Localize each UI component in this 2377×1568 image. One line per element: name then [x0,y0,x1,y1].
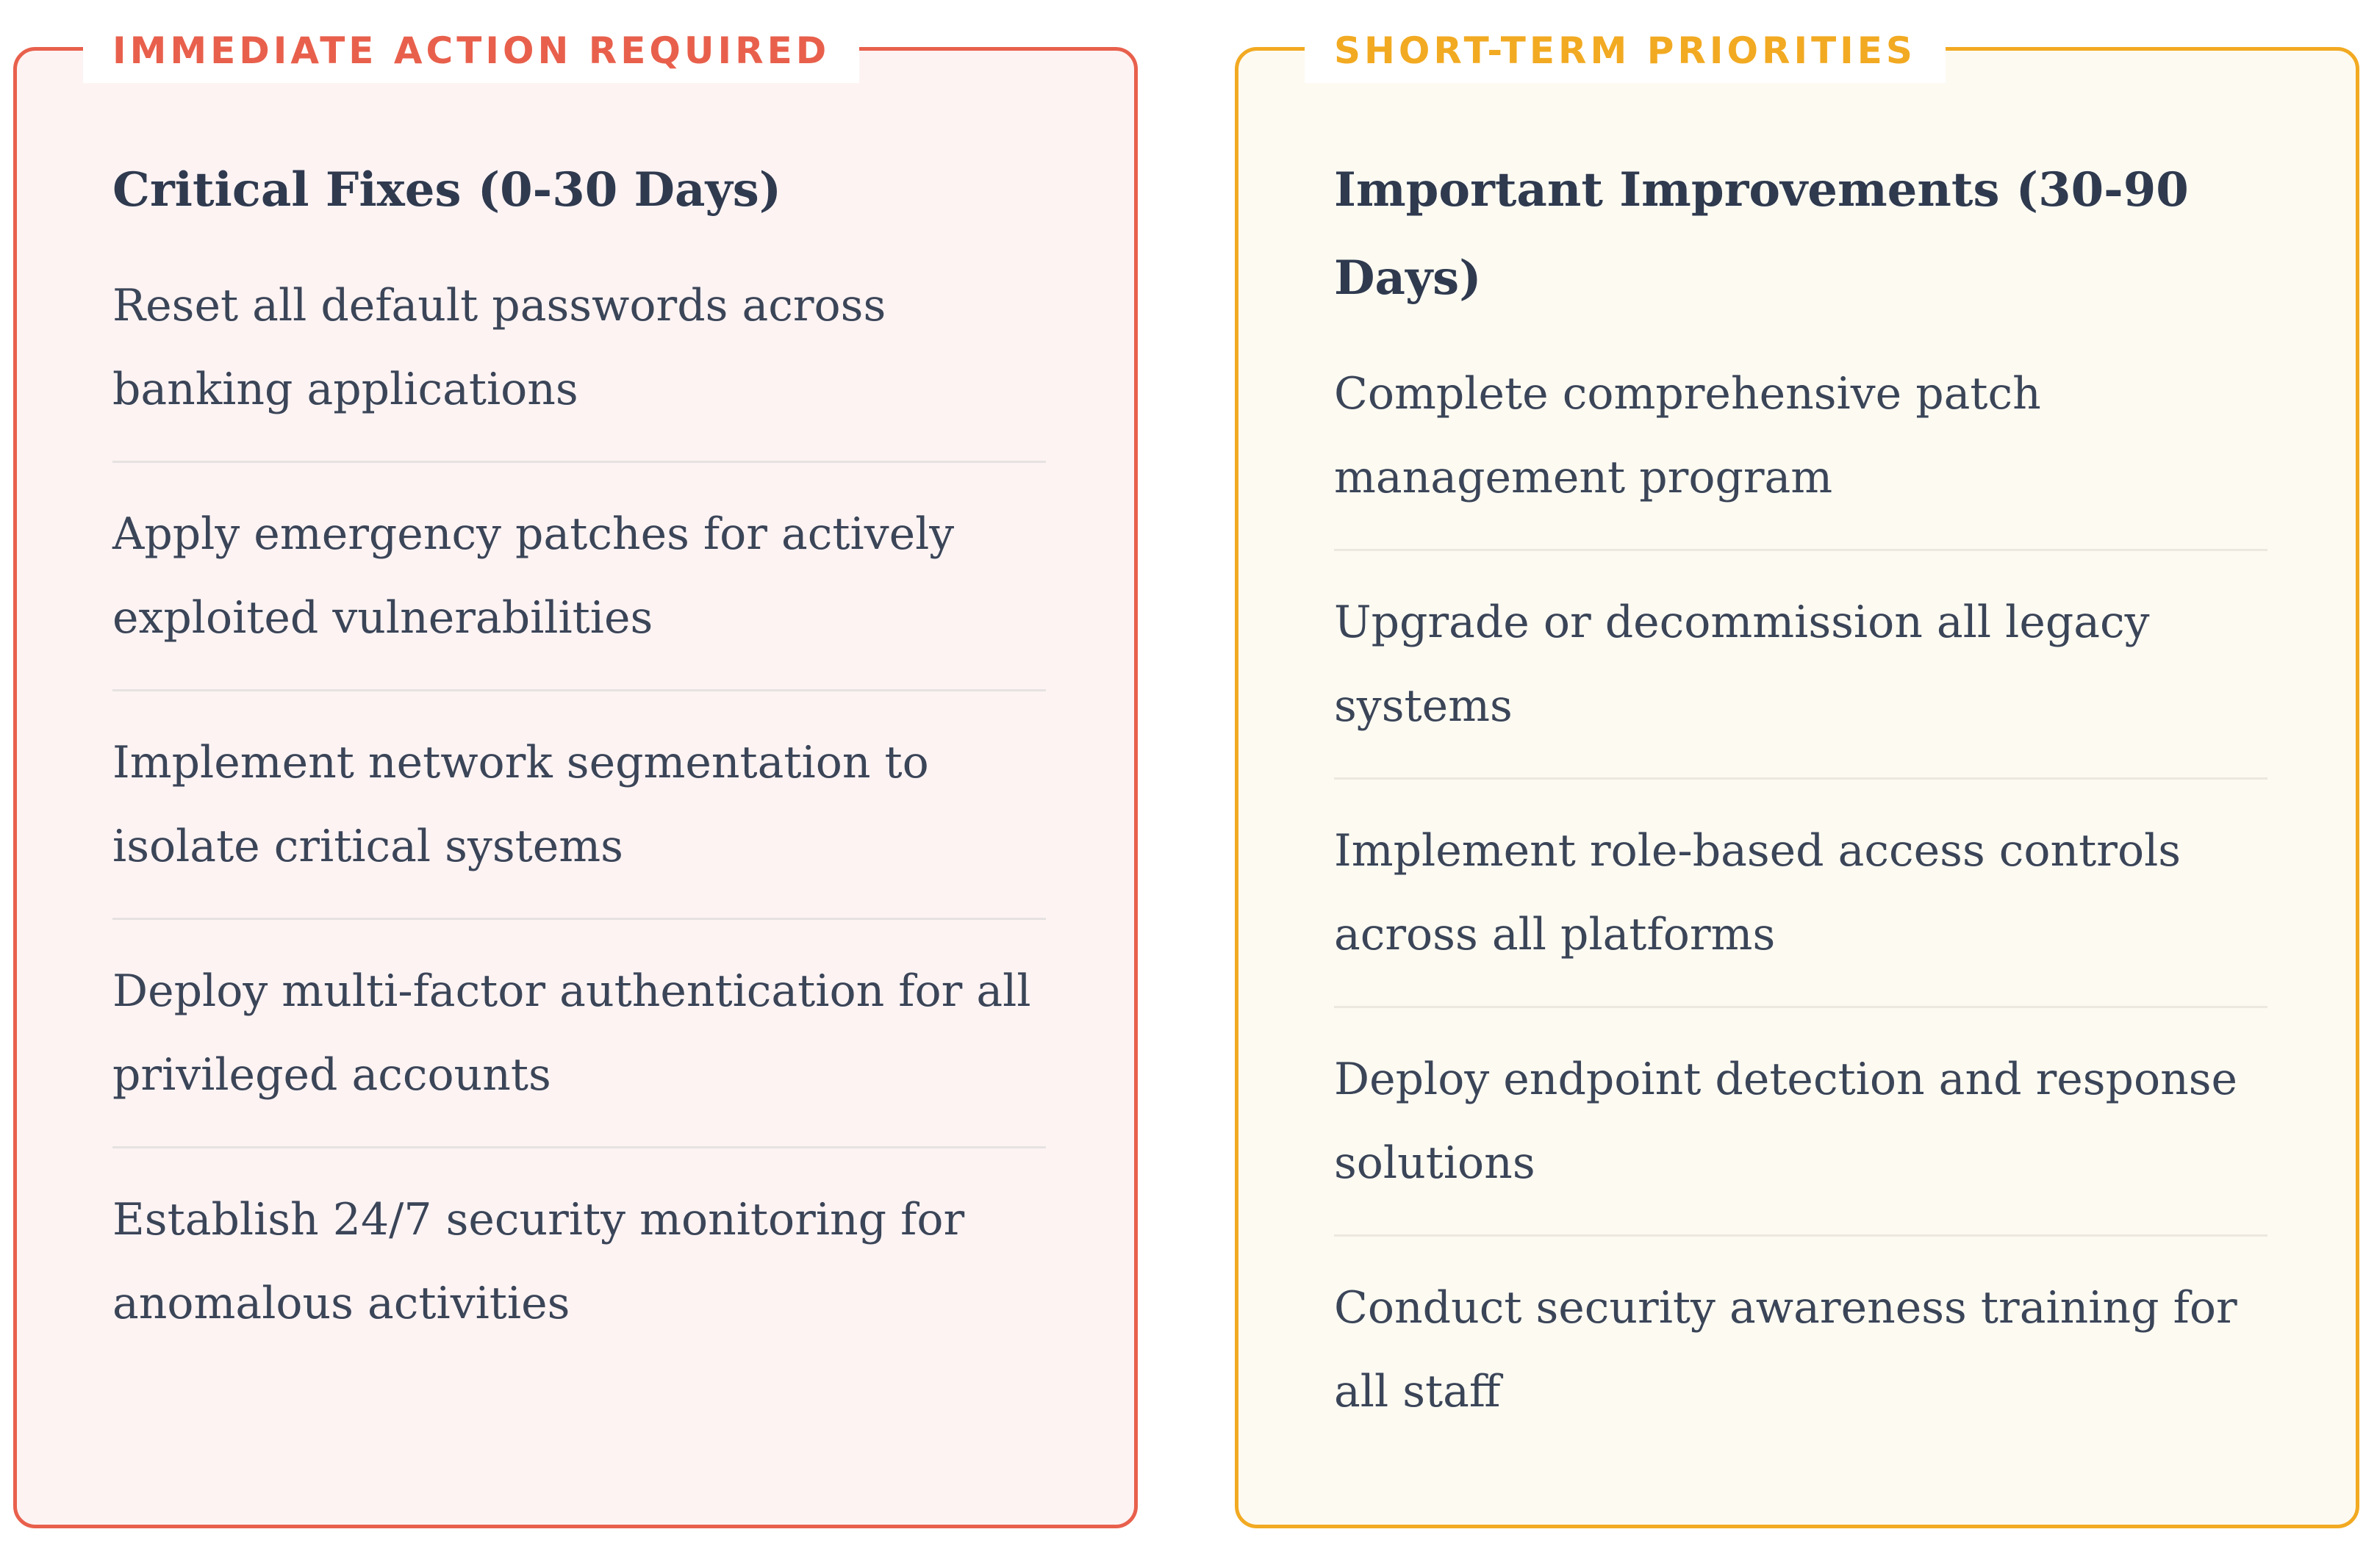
critical-fixes-card [13,29,1138,1528]
critical-fixes-content [112,146,1046,1375]
list-item: Implement role-based access controls across all platforms [1334,809,2267,1008]
list-item: Apply emergency patches for actively exploited vulnerabilities [112,492,1046,691]
important-improvements-content [1334,146,2267,1463]
critical-fixes-title: Critical Fixes (0-30 Days) [112,162,781,217]
important-improvements-list [1334,352,2267,1463]
list-item: Reset all default passwords across banking applications [112,264,1046,463]
list-item: Complete comprehensive patch management program [1334,352,2267,551]
list-item: Establish 24/7 security monitoring for anomalous activities [112,1194,965,1329]
important-improvements-title: Important Improvements (30-90 Days) [1334,162,2189,306]
list-item: Deploy multi-factor authentication for all privileged accounts [112,949,1046,1148]
immediate-action-tag: IMMEDIATE ACTION REQUIRED [83,18,859,83]
list-item: Implement network segmentation to isolate critical systems [112,721,1046,920]
important-improvements-card [1235,29,2359,1528]
list-item: Upgrade or decommission all legacy systems [1334,580,2267,780]
critical-fixes-list [112,264,1046,1375]
list-item: Deploy endpoint detection and response solutions [1334,1037,2267,1237]
short-term-priorities-tag: SHORT-TERM PRIORITIES [1305,18,1946,83]
list-item: Conduct security awareness training for all staff [1334,1282,2237,1417]
